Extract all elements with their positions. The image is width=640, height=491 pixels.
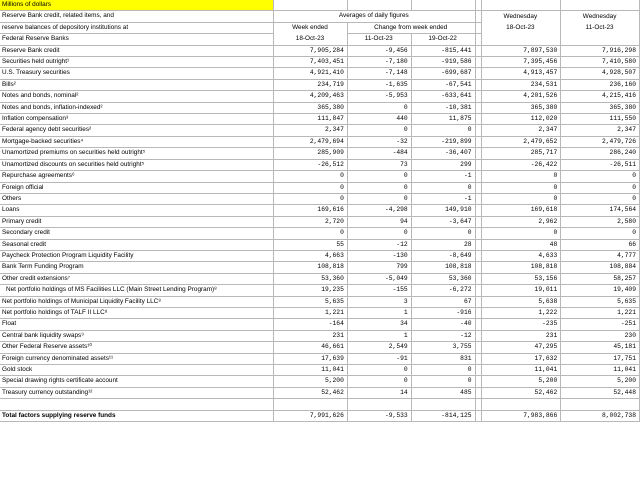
cell-chg1: -130 <box>347 250 411 261</box>
cell-week: 55 <box>274 239 348 250</box>
cell-chg2: -699,687 <box>411 68 475 79</box>
row-label: Repurchase agreements⁶ <box>0 171 274 182</box>
cell-wed1: 112,020 <box>481 114 561 125</box>
cell-week: 53,360 <box>274 273 348 284</box>
cell-chg2: -815,441 <box>411 45 475 56</box>
cell-week: 231 <box>274 330 348 341</box>
table-row <box>0 250 640 261</box>
cell-chg1: -9,533 <box>347 410 411 421</box>
table-row <box>0 68 640 79</box>
cell-wed1: 231 <box>481 330 561 341</box>
table-row <box>0 296 640 307</box>
total-row <box>0 410 640 421</box>
cell-week: 234,719 <box>274 79 348 90</box>
cell-wed1: 4,913,457 <box>481 68 561 79</box>
table-row <box>0 102 640 113</box>
cell-week: 5,200 <box>274 376 348 387</box>
cell-chg1: 0 <box>347 182 411 193</box>
cell-chg1: 799 <box>347 262 411 273</box>
cell-chg2: 53,360 <box>411 273 475 284</box>
cell-week: 285,909 <box>274 148 348 159</box>
row-label: Notes and bonds, inflation-indexed² <box>0 102 274 113</box>
cell-wed2: 17,751 <box>561 353 640 364</box>
cell-week: 46,661 <box>274 342 348 353</box>
cell-wed1: 17,632 <box>481 353 561 364</box>
week-ended-date: 18-Oct-23 <box>274 34 348 45</box>
cell-wed2: 8,002,738 <box>561 410 640 421</box>
cell-wed2: 174,564 <box>561 205 640 216</box>
cell-chg1: 14 <box>347 387 411 398</box>
row-label: Others <box>0 193 274 204</box>
cell-wed2: 4,215,416 <box>561 91 640 102</box>
cell-chg1: 0 <box>347 125 411 136</box>
table-row <box>0 193 640 204</box>
cell-wed2: 58,257 <box>561 273 640 284</box>
header-row-3 <box>0 34 640 45</box>
table-row <box>0 228 640 239</box>
row-label: Total factors supplying reserve funds <box>0 410 274 421</box>
cell-wed2: 45,181 <box>561 342 640 353</box>
cell-chg1: -5,049 <box>347 273 411 284</box>
cell-chg1: 94 <box>347 216 411 227</box>
cell-week: 108,818 <box>274 262 348 273</box>
table-row <box>0 307 640 318</box>
cell-chg1: 34 <box>347 319 411 330</box>
units-label: Millions of dollars <box>0 0 274 11</box>
cell-week: 7,905,284 <box>274 45 348 56</box>
cell-chg2: 831 <box>411 353 475 364</box>
row-label: Foreign currency denominated assets¹¹ <box>0 353 274 364</box>
table-row <box>0 387 640 398</box>
header-row-1 <box>0 11 640 22</box>
cell-week: 5,635 <box>274 296 348 307</box>
cell-chg1: -484 <box>347 148 411 159</box>
row-label: Reserve Bank credit <box>0 45 274 56</box>
row-label: Net portfolio holdings of MS Facilities LLC (Main Street Lending Program)⁸ <box>0 285 274 296</box>
week-ended-label: Week ended <box>274 22 348 33</box>
table-row <box>0 182 640 193</box>
cell-week: 0 <box>274 193 348 204</box>
row-label: Net portfolio holdings of TALF II LLC⁸ <box>0 307 274 318</box>
cell-week: 169,616 <box>274 205 348 216</box>
cell-wed2: 19,409 <box>561 285 640 296</box>
cell-chg2: 149,910 <box>411 205 475 216</box>
cell-wed1: 4,201,526 <box>481 91 561 102</box>
cell-wed1: 2,962 <box>481 216 561 227</box>
cell-chg2: -1 <box>411 171 475 182</box>
cell-week: 0 <box>274 228 348 239</box>
cell-chg2: 0 <box>411 125 475 136</box>
header-label-line-3: Federal Reserve Banks <box>0 34 274 45</box>
change-date-1: 11-Oct-23 <box>347 34 411 45</box>
cell-week: -164 <box>274 319 348 330</box>
cell-wed1: 19,011 <box>481 285 561 296</box>
cell-chg2: 0 <box>411 365 475 376</box>
cell-chg2: -814,125 <box>411 410 475 421</box>
cell-wed2: 365,380 <box>561 102 640 113</box>
cell-week: 11,041 <box>274 365 348 376</box>
table-row <box>0 57 640 68</box>
cell-wed1: 7,897,530 <box>481 45 561 56</box>
cell-wed2: 4,928,507 <box>561 68 640 79</box>
wednesday-1-label: Wednesday <box>481 11 561 22</box>
row-label: Seasonal credit <box>0 239 274 250</box>
cell-chg2: -919,586 <box>411 57 475 68</box>
cell-chg1: 440 <box>347 114 411 125</box>
row-label: Treasury currency outstanding¹² <box>0 387 274 398</box>
table-row <box>0 114 640 125</box>
cell-chg2: -916 <box>411 307 475 318</box>
cell-wed2: 0 <box>561 193 640 204</box>
cell-chg2: 28 <box>411 239 475 250</box>
table-row <box>0 171 640 182</box>
cell-chg2: -10,381 <box>411 102 475 113</box>
cell-wed2: 0 <box>561 182 640 193</box>
cell-week: 52,462 <box>274 387 348 398</box>
row-label: Gold stock <box>0 365 274 376</box>
table-row <box>0 330 640 341</box>
table-row <box>0 376 640 387</box>
cell-week: 4,209,463 <box>274 91 348 102</box>
table-row <box>0 273 640 284</box>
cell-wed1: 0 <box>481 182 561 193</box>
cell-chg1: 0 <box>347 193 411 204</box>
cell-wed2: 5,635 <box>561 296 640 307</box>
row-label: Loans <box>0 205 274 216</box>
cell-week: 19,235 <box>274 285 348 296</box>
cell-week: 2,720 <box>274 216 348 227</box>
row-label: Foreign official <box>0 182 274 193</box>
cell-week: 7,991,626 <box>274 410 348 421</box>
table-row <box>0 342 640 353</box>
wednesday-2-date: 11-Oct-23 <box>561 22 640 33</box>
cell-chg2: 3,755 <box>411 342 475 353</box>
cell-wed2: 0 <box>561 228 640 239</box>
cell-wed2: 5,200 <box>561 376 640 387</box>
cell-chg1: -12 <box>347 239 411 250</box>
row-label: Bank Term Funding Program <box>0 262 274 273</box>
averages-label: Averages of daily figures <box>274 11 475 22</box>
table-row <box>0 136 640 147</box>
cell-wed1: 0 <box>481 228 561 239</box>
cell-week: 1,221 <box>274 307 348 318</box>
cell-chg2: -219,899 <box>411 136 475 147</box>
cell-chg2: 108,818 <box>411 262 475 273</box>
cell-wed1: 285,717 <box>481 148 561 159</box>
row-label: Federal agency debt securities² <box>0 125 274 136</box>
cell-wed2: 286,240 <box>561 148 640 159</box>
cell-chg2: -67,541 <box>411 79 475 90</box>
cell-wed1: 0 <box>481 193 561 204</box>
table-row <box>0 79 640 90</box>
row-label: Securities held outright¹ <box>0 57 274 68</box>
cell-chg1: 0 <box>347 102 411 113</box>
cell-chg2: -6,272 <box>411 285 475 296</box>
cell-week: 4,663 <box>274 250 348 261</box>
row-label: Float <box>0 319 274 330</box>
cell-wed1: 1,222 <box>481 307 561 318</box>
cell-chg1: -5,953 <box>347 91 411 102</box>
row-label: Special drawing rights certificate account <box>0 376 274 387</box>
cell-week: 17,639 <box>274 353 348 364</box>
change-from-label: Change from week ended <box>347 22 475 33</box>
cell-chg1: 73 <box>347 159 411 170</box>
cell-wed2: 0 <box>561 171 640 182</box>
cell-wed1: 7,395,456 <box>481 57 561 68</box>
row-label: Central bank liquidity swaps⁹ <box>0 330 274 341</box>
cell-chg2: 299 <box>411 159 475 170</box>
row-label: Net portfolio holdings of Municipal Liquidity Facility LLC⁸ <box>0 296 274 307</box>
row-label: Unamortized discounts on securities held outright⁵ <box>0 159 274 170</box>
cell-chg1: 1 <box>347 307 411 318</box>
cell-wed1: 48 <box>481 239 561 250</box>
blank-row <box>0 399 640 410</box>
cell-wed2: 11,041 <box>561 365 640 376</box>
cell-wed2: -251 <box>561 319 640 330</box>
cell-wed1: 2,479,652 <box>481 136 561 147</box>
table-row <box>0 148 640 159</box>
row-label: Mortgage-backed securities⁴ <box>0 136 274 147</box>
cell-week: -26,512 <box>274 159 348 170</box>
cell-wed1: -235 <box>481 319 561 330</box>
cell-chg2: 485 <box>411 387 475 398</box>
cell-wed1: 2,347 <box>481 125 561 136</box>
cell-chg2: -3,647 <box>411 216 475 227</box>
table-row <box>0 216 640 227</box>
wednesday-2-label: Wednesday <box>561 11 640 22</box>
cell-chg2: 0 <box>411 376 475 387</box>
cell-chg1: 0 <box>347 365 411 376</box>
cell-week: 2,347 <box>274 125 348 136</box>
cell-chg1: -9,456 <box>347 45 411 56</box>
cell-week: 0 <box>274 171 348 182</box>
cell-wed1: 53,156 <box>481 273 561 284</box>
cell-wed2: 2,479,726 <box>561 136 640 147</box>
cell-wed2: 4,777 <box>561 250 640 261</box>
table-row <box>0 91 640 102</box>
cell-chg1: -7,180 <box>347 57 411 68</box>
cell-wed1: 169,618 <box>481 205 561 216</box>
table-row <box>0 285 640 296</box>
cell-wed1: 7,983,866 <box>481 410 561 421</box>
cell-chg2: 67 <box>411 296 475 307</box>
cell-week: 2,479,694 <box>274 136 348 147</box>
cell-chg2: -633,641 <box>411 91 475 102</box>
cell-chg2: -12 <box>411 330 475 341</box>
cell-week: 4,921,410 <box>274 68 348 79</box>
row-label: Other credit extensions⁷ <box>0 273 274 284</box>
cell-chg1: 0 <box>347 376 411 387</box>
table-row <box>0 45 640 56</box>
cell-chg1: -1,635 <box>347 79 411 90</box>
table-row <box>0 125 640 136</box>
cell-wed2: 108,884 <box>561 262 640 273</box>
cell-chg2: -40 <box>411 319 475 330</box>
cell-wed2: 2,347 <box>561 125 640 136</box>
cell-wed1: 5,638 <box>481 296 561 307</box>
cell-wed2: 230 <box>561 330 640 341</box>
cell-wed2: 236,160 <box>561 79 640 90</box>
table-row <box>0 365 640 376</box>
cell-week: 7,403,451 <box>274 57 348 68</box>
cell-chg2: 0 <box>411 228 475 239</box>
row-label: Unamortized premiums on securities held outright⁵ <box>0 148 274 159</box>
row-label: Other Federal Reserve assets¹⁰ <box>0 342 274 353</box>
wednesday-1-date: 18-Oct-23 <box>481 22 561 33</box>
cell-week: 0 <box>274 182 348 193</box>
cell-wed1: 11,041 <box>481 365 561 376</box>
cell-chg2: 11,875 <box>411 114 475 125</box>
cell-wed1: -26,422 <box>481 159 561 170</box>
header-row-2 <box>0 22 640 33</box>
cell-wed2: 1,221 <box>561 307 640 318</box>
cell-wed1: 4,633 <box>481 250 561 261</box>
change-date-2: 19-Oct-22 <box>411 34 475 45</box>
header-label-line-2: reserve balances of depository institutions at <box>0 22 274 33</box>
cell-chg1: -91 <box>347 353 411 364</box>
cell-wed1: 365,380 <box>481 102 561 113</box>
table-row <box>0 353 640 364</box>
row-label: U.S. Treasury securities <box>0 68 274 79</box>
cell-chg1: -155 <box>347 285 411 296</box>
table-row <box>0 319 640 330</box>
row-label: Secondary credit <box>0 228 274 239</box>
cell-chg2: -1 <box>411 193 475 204</box>
cell-wed1: 108,818 <box>481 262 561 273</box>
cell-chg1: -7,148 <box>347 68 411 79</box>
cell-chg2: 0 <box>411 182 475 193</box>
header-label-line-1: Reserve Bank credit, related items, and <box>0 11 274 22</box>
cell-chg1: 3 <box>347 296 411 307</box>
cell-wed2: -26,511 <box>561 159 640 170</box>
units-row <box>0 0 640 11</box>
cell-chg1: 2,549 <box>347 342 411 353</box>
row-label: Bills² <box>0 79 274 90</box>
cell-chg1: 0 <box>347 171 411 182</box>
table-row <box>0 205 640 216</box>
cell-wed1: 5,200 <box>481 376 561 387</box>
cell-wed2: 7,410,580 <box>561 57 640 68</box>
cell-week: 111,847 <box>274 114 348 125</box>
cell-wed1: 234,531 <box>481 79 561 90</box>
cell-week: 365,380 <box>274 102 348 113</box>
table-row <box>0 262 640 273</box>
cell-wed1: 0 <box>481 171 561 182</box>
cell-chg1: 0 <box>347 228 411 239</box>
row-label: Paycheck Protection Program Liquidity Facility <box>0 250 274 261</box>
cell-wed1: 52,462 <box>481 387 561 398</box>
cell-chg2: -8,649 <box>411 250 475 261</box>
row-label: Inflation compensation³ <box>0 114 274 125</box>
cell-wed2: 111,550 <box>561 114 640 125</box>
cell-chg1: -4,298 <box>347 205 411 216</box>
cell-wed2: 2,580 <box>561 216 640 227</box>
cell-chg1: 1 <box>347 330 411 341</box>
row-label: Primary credit <box>0 216 274 227</box>
row-label: Notes and bonds, nominal² <box>0 91 274 102</box>
cell-chg1: -32 <box>347 136 411 147</box>
cell-wed1: 47,295 <box>481 342 561 353</box>
cell-chg2: -36,407 <box>411 148 475 159</box>
table-row <box>0 239 640 250</box>
cell-wed2: 66 <box>561 239 640 250</box>
cell-wed2: 52,448 <box>561 387 640 398</box>
table-row <box>0 159 640 170</box>
cell-wed2: 7,916,298 <box>561 45 640 56</box>
